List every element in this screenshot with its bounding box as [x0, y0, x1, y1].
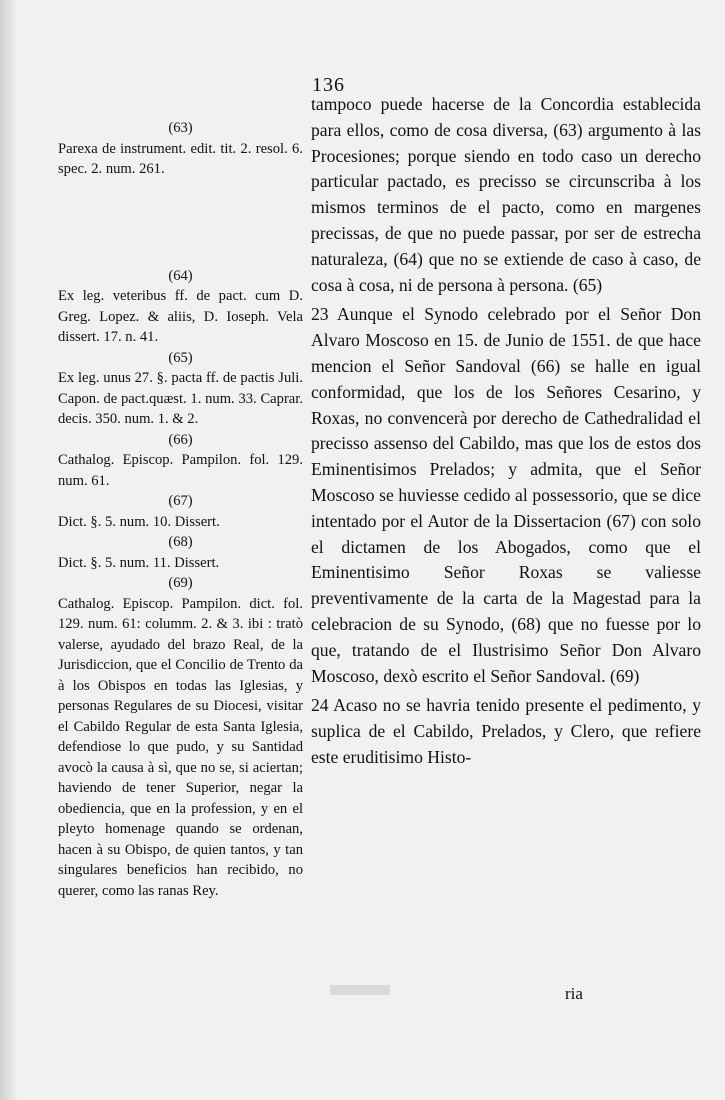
paragraph-23: 23 Aunque el Synodo celebrado por el Señor Don Alvaro Moscoso en 15. de Junio de 1551. de que hace mencion el Señor Sandoval (66) se halle en igual conformidad, que los de los Señores Cesarino, y Roxas, no convencerà por derecho de Cathedralidad el precisso assenso del Cabildo, mas que los de estos dos Eminentisimos Prelados; y admita, que el Señor Moscoso se huviesse cedido al possessorio, que se dice intentado por el Autor de la Dissertacion (67) con solo el dictamen de los Abogados, como que el Eminentisimo Señor Roxas se valiesse preventivamente de la carta de la Magestad para la celebracion de su Synodo, (68) que no fuesse por lo que, tratando de el Ilustrisimo Señor Don Alvaro Moscoso, dexò escrito el Señor Sandoval. (69)	[311, 304, 701, 686]
note-text: Cathalog. Episcop. Pampilon. dict. fol. 129. num. 61: columm. 2. & 3. ibi : tratò valerse, ayudado del brazo Real, de la Jurisdiccion, que el Concilio de Trento da à los Obispos en todas las Iglesias, y personas Regulares de su Diocesi, visitar el Cabildo Regular de esta Santa Iglesia, defendiose lo que pudo, y su Santidad avocò la causa à sì, que no se, si aciertan; haviendo de tener Superior, negar la obediencia, que en la profession, y en el pleyto homenage quando se ordenan, hacen à su Obispo, de quien tantos, y tan singulares beneficios han recibido, no querer, como las ranas Rey.	[58, 595, 303, 899]
note-number: (65)	[168, 349, 193, 366]
marginal-notes	[58, 118, 303, 901]
main-text-column	[311, 92, 701, 771]
catchword: ria	[565, 984, 583, 1003]
paragraph-24: 24 Acaso no se havria tenido presente el pedimento, y suplica de el Cabildo, Prelados, y Clero, que refiere este eruditisimo Histo-	[311, 695, 701, 767]
note-67	[58, 491, 303, 532]
note-text: Ex leg. veteribus ff. de pact. cum D. Greg. Lopez. & aliis, D. Ioseph. Vela dissert. 17. n. 41.	[58, 288, 303, 345]
note-66	[58, 430, 303, 492]
note-number: (67)	[168, 493, 193, 509]
note-text: Ex leg. unus 27. §. pacta ff. de pactis Juli. Capon. de pact.quæst. 1. num. 33. Caprar. decis. 350. num. 1. & 2.	[58, 370, 303, 427]
note-number: (63)	[168, 120, 193, 136]
note-text: Dict. §. 5. num. 10. Dissert.	[58, 513, 220, 530]
note-text: Dict. §. 5. num. 11. Dissert.	[58, 554, 220, 571]
page-gutter-shadow	[0, 0, 18, 1100]
note-63	[58, 118, 303, 180]
paragraph-continuation: tampoco puede hacerse de la Concordia establecida para ellos, como de cosa diversa, (63) argumento à las Procesiones; porque siendo en todo caso un derecho particular pactado, es precisso se circunscriba à los mismos terminos de el pacto, como en margenes precissas, de que no puede passar, por ser de estrecha naturaleza, (64) que no se extiende de caso à caso, de cosa à cosa, ni de persona à persona. (65)	[311, 94, 701, 295]
note-number: (64)	[168, 267, 193, 284]
note-68	[58, 532, 303, 573]
ink-smudge	[330, 985, 390, 995]
notes-spacer	[58, 180, 303, 266]
note-number: (68)	[168, 534, 193, 550]
note-text: Cathalog. Episcop. Pampilon. fol. 129. num. 61.	[58, 452, 303, 489]
note-69	[58, 573, 303, 901]
note-number: (69)	[168, 575, 193, 591]
note-text: Parexa de instrument. edit. tit. 2. resol. 6. spec. 2. num. 261.	[58, 140, 303, 177]
note-64	[58, 266, 303, 348]
note-number: (66)	[168, 431, 193, 448]
note-65	[58, 348, 303, 430]
page-number: 136	[312, 74, 345, 96]
